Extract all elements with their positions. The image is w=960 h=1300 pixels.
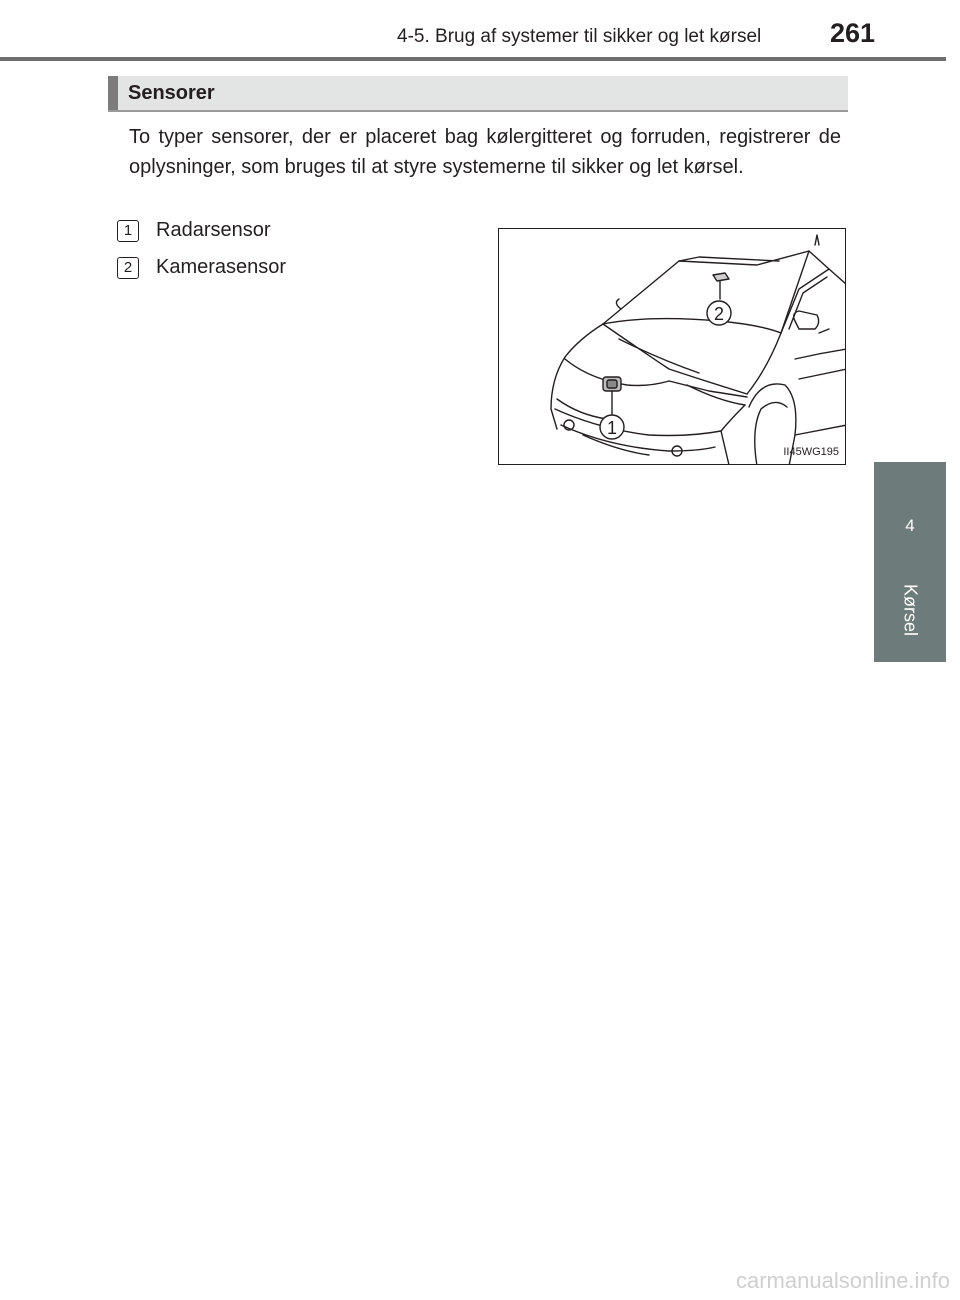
- figure-code: II45WG195: [783, 446, 839, 458]
- watermark: carmanualsonline.info: [736, 1268, 951, 1293]
- section-heading-accent: [108, 76, 118, 110]
- legend-badge-2: 2: [117, 257, 139, 279]
- legend-label-camera: Kamerasensor: [156, 256, 287, 278]
- page-number: 261: [830, 18, 876, 48]
- section-heading-bar: [108, 76, 848, 112]
- callout-2: 2: [713, 304, 725, 324]
- body-paragraph: To typer sensorer, der er placeret bag kølergitteret og forruden, registrerer de oplysninger, som bruges til at styre systemerne til sikker og let kørsel.: [129, 126, 841, 178]
- section-title: Sensorer: [128, 82, 215, 104]
- callout-1: 1: [606, 418, 618, 438]
- chapter-number: 4: [905, 516, 915, 535]
- legend-label-radar: Radarsensor: [156, 219, 271, 241]
- chapter-label: Kørsel: [900, 583, 921, 637]
- header-rule: [0, 57, 946, 61]
- legend-badge-1: 1: [117, 220, 139, 242]
- car-sensor-illustration: [498, 228, 846, 465]
- chapter-side-tab[interactable]: [874, 462, 946, 662]
- header-section-title: 4-5. Brug af systemer til sikker og let kørsel: [397, 26, 762, 47]
- car-line-drawing: [499, 229, 846, 465]
